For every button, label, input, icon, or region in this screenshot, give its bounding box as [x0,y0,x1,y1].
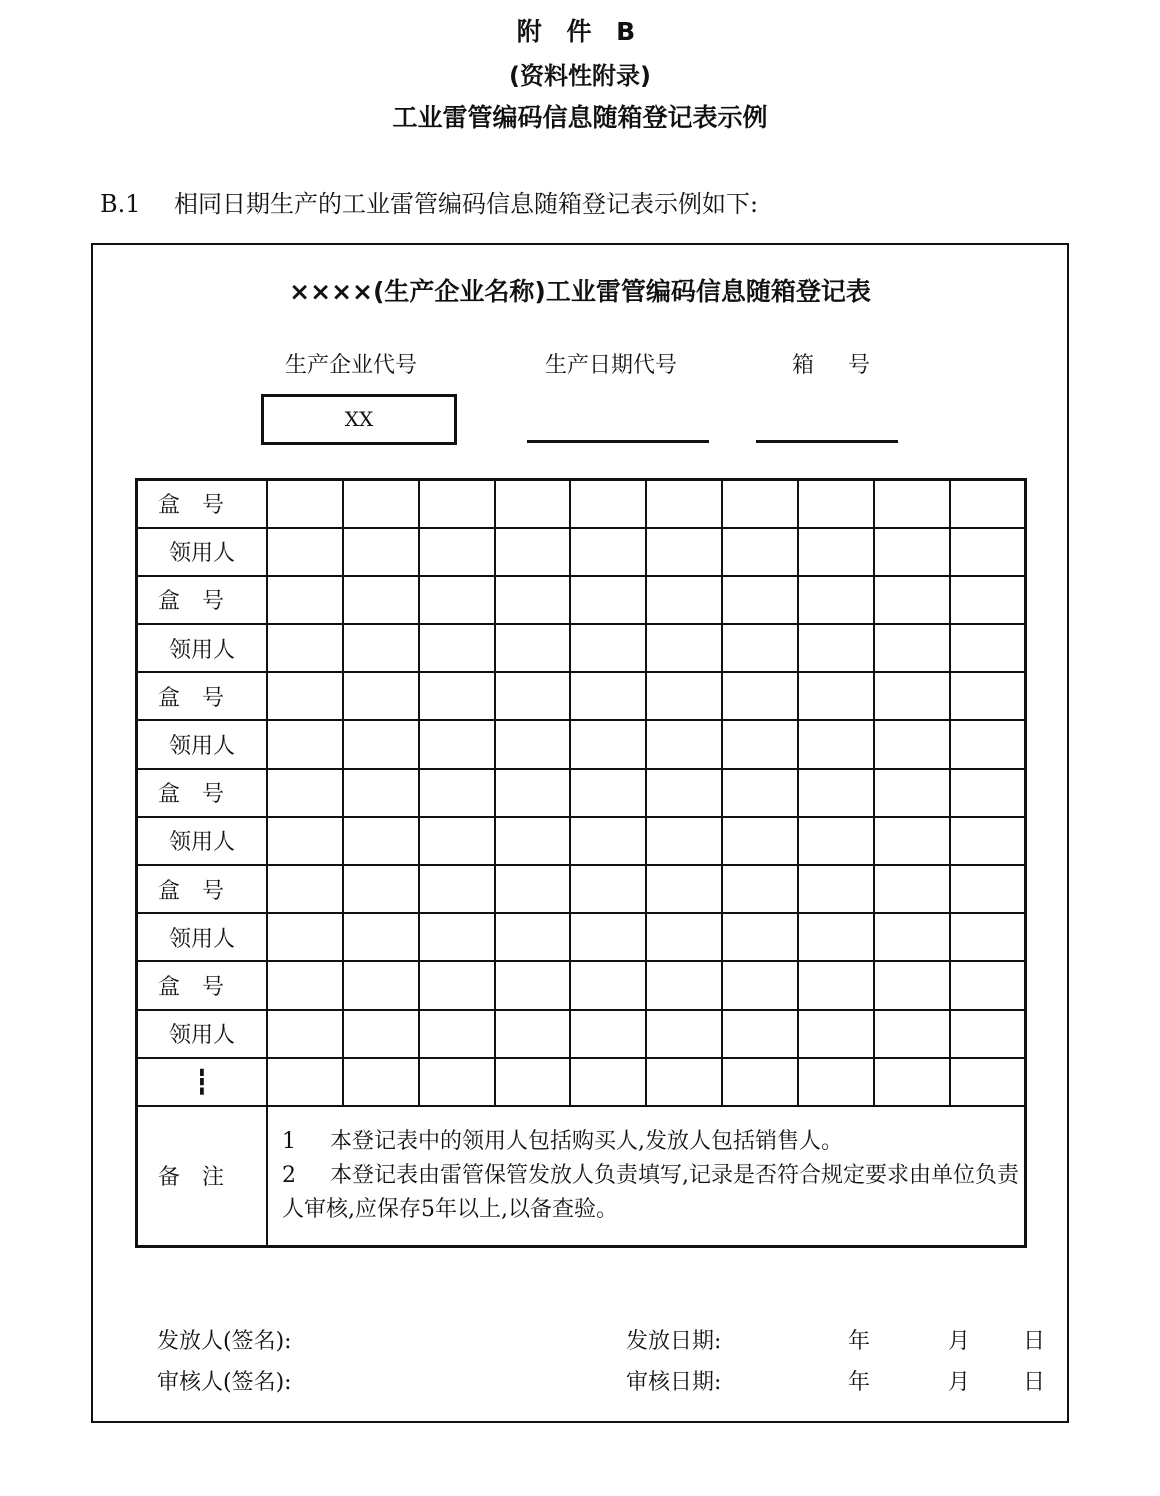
grid-row [137,961,1026,1009]
grid-cell[interactable] [495,624,571,672]
row-label: 盒号 [137,576,268,624]
grid-cell[interactable] [950,624,1026,672]
grid-cell[interactable] [950,480,1026,528]
grid-cell[interactable] [419,576,495,624]
grid-cell[interactable] [495,817,571,865]
grid-cell[interactable] [495,672,571,720]
grid-cell[interactable] [798,913,874,961]
grid-cell[interactable] [798,769,874,817]
grid-cell[interactable] [722,528,798,576]
grid-cell[interactable] [267,576,343,624]
grid-cell[interactable] [874,1058,950,1106]
grid-cell[interactable] [722,672,798,720]
grid-cell[interactable] [419,528,495,576]
grid-row [137,865,1026,913]
grid-cell[interactable] [570,1058,646,1106]
grid-cell[interactable] [495,769,571,817]
grid-cell[interactable] [267,913,343,961]
grid-cell[interactable] [495,1058,571,1106]
enterprise-code-label: 生产企业代号 [285,353,418,378]
enterprise-code-box[interactable]: XX [261,394,457,445]
grid-cell[interactable] [570,624,646,672]
grid-row [137,720,1026,768]
grid-cell[interactable] [267,720,343,768]
registration-grid [135,478,1027,1248]
box-number-label: 箱号 [792,353,905,378]
grid-row [137,1010,1026,1058]
grid-cell[interactable] [722,1010,798,1058]
grid-cell[interactable] [874,1010,950,1058]
grid-cell[interactable] [722,769,798,817]
grid-cell[interactable] [495,913,571,961]
grid-cell[interactable] [874,480,950,528]
grid-row [137,528,1026,576]
grid-cell[interactable] [798,624,874,672]
row-label: 盒号 [137,672,268,720]
grid-cell[interactable] [798,528,874,576]
clause-number: B.1 [100,190,141,218]
grid-cell[interactable] [950,769,1026,817]
grid-cell[interactable] [874,865,950,913]
review-year-label: 年 [848,1370,871,1395]
grid-cell[interactable] [343,480,419,528]
grid-cell[interactable] [950,1010,1026,1058]
grid-cell[interactable] [570,769,646,817]
remark-text: 本登记表中的领用人包括购买人,发放人包括销售人。 [330,1128,843,1154]
grid-cell[interactable] [570,480,646,528]
grid-cell[interactable] [267,865,343,913]
row-label: 领用人 [137,817,268,865]
grid-cell[interactable] [950,720,1026,768]
grid-cell[interactable] [419,624,495,672]
grid-row [137,624,1026,672]
grid-cell[interactable] [495,865,571,913]
grid-cell[interactable] [343,576,419,624]
grid-cell[interactable] [267,1058,343,1106]
grid-cell[interactable] [570,817,646,865]
grid-cell[interactable] [570,720,646,768]
grid-cell[interactable] [646,817,722,865]
row-label: 领用人 [137,624,268,672]
grid-cell[interactable] [419,672,495,720]
grid-cell[interactable] [874,672,950,720]
grid-cell[interactable] [798,480,874,528]
grid-cell[interactable] [267,961,343,1009]
grid-cell[interactable] [495,528,571,576]
grid-cell[interactable] [419,865,495,913]
grid-cell[interactable] [950,576,1026,624]
grid-cell[interactable] [646,720,722,768]
grid-cell[interactable] [419,913,495,961]
grid-cell[interactable] [343,817,419,865]
appendix-title: 附 件 B [516,17,644,46]
remark-item [282,1125,1022,1159]
grid-cell[interactable] [343,624,419,672]
grid-cell[interactable] [646,961,722,1009]
row-label: 盒号 [137,865,268,913]
grid-cell[interactable] [570,576,646,624]
row-label: 领用人 [137,720,268,768]
grid-cell[interactable] [419,817,495,865]
grid-cell[interactable] [722,817,798,865]
grid-cell[interactable] [570,913,646,961]
grid-cell[interactable] [343,720,419,768]
grid-cell[interactable] [495,480,571,528]
grid-cell[interactable] [343,672,419,720]
grid-cell[interactable] [570,672,646,720]
row-label: 盒号 [137,480,268,528]
grid-cell[interactable] [646,769,722,817]
grid-cell[interactable] [267,624,343,672]
grid-cell[interactable] [343,1058,419,1106]
grid-cell[interactable] [570,865,646,913]
grid-cell[interactable] [874,913,950,961]
grid-body [137,480,1026,1247]
appendix-name: 工业雷管编码信息随箱登记表示例 [392,103,768,132]
production-date-field[interactable] [527,440,709,443]
grid-cell[interactable] [570,528,646,576]
grid-cell[interactable] [874,769,950,817]
grid-cell[interactable] [722,913,798,961]
grid-row [137,672,1026,720]
grid-cell[interactable] [874,961,950,1009]
issue-month-label: 月 [948,1329,971,1354]
box-number-field[interactable] [756,440,898,443]
row-label: 领用人 [137,913,268,961]
grid-cell[interactable] [343,961,419,1009]
review-day-label: 日 [1023,1370,1046,1395]
grid-cell[interactable] [950,1058,1026,1106]
grid-cell[interactable] [874,720,950,768]
grid-cell[interactable] [419,480,495,528]
row-label: 领用人 [137,528,268,576]
grid-cell[interactable] [570,961,646,1009]
remarks-label: 备注 [137,1106,268,1247]
grid-cell[interactable] [722,480,798,528]
grid-cell[interactable] [798,672,874,720]
grid-cell[interactable] [646,672,722,720]
grid-cell[interactable] [419,1010,495,1058]
grid-cell[interactable] [419,720,495,768]
row-label: 领用人 [137,1010,268,1058]
grid-cell[interactable] [950,817,1026,865]
grid-cell[interactable] [267,480,343,528]
grid-cell[interactable] [722,1058,798,1106]
issue-date-label: 发放日期: [626,1329,722,1354]
remark-item [282,1159,1022,1227]
grid-cell[interactable] [267,1010,343,1058]
review-date-label: 审核日期: [626,1370,722,1395]
grid-cell[interactable] [798,720,874,768]
grid-cell[interactable] [950,913,1026,961]
grid-cell[interactable] [343,865,419,913]
grid-cell[interactable] [874,576,950,624]
row-label: 盒号 [137,769,268,817]
grid-row [137,769,1026,817]
grid-cell[interactable] [495,961,571,1009]
grid-cell[interactable] [950,672,1026,720]
grid-cell[interactable] [267,528,343,576]
grid-cell[interactable] [267,817,343,865]
grid-cell[interactable] [950,961,1026,1009]
issue-year-label: 年 [848,1329,871,1354]
grid-cell[interactable] [722,961,798,1009]
review-month-label: 月 [948,1370,971,1395]
reviewer-sign-label: 审核人(签名): [157,1370,292,1395]
grid-cell[interactable] [722,576,798,624]
clause-text: 相同日期生产的工业雷管编码信息随箱登记表示例如下: [174,190,759,218]
grid-row [137,1058,1026,1106]
issuer-sign-label: 发放人(签名): [157,1329,292,1354]
form-title: ××××(生产企业名称)工业雷管编码信息随箱登记表 [289,277,871,306]
grid-cell[interactable] [646,528,722,576]
grid-cell[interactable] [646,1010,722,1058]
grid-cell[interactable] [798,817,874,865]
grid-cell[interactable] [419,961,495,1009]
production-date-label: 生产日期代号 [545,353,678,378]
grid-cell[interactable] [798,961,874,1009]
appendix-type: (资料性附录) [509,62,651,90]
grid-row [137,480,1026,528]
grid-cell[interactable] [495,576,571,624]
grid-cell[interactable] [722,865,798,913]
grid-cell[interactable] [950,865,1026,913]
remark-number: 1 [282,1128,296,1154]
remarks-row [137,1106,1026,1247]
grid-cell[interactable] [722,624,798,672]
issue-day-label: 日 [1023,1329,1046,1354]
grid-cell[interactable] [419,769,495,817]
grid-row [137,817,1026,865]
grid-cell[interactable] [343,528,419,576]
grid-cell[interactable] [646,624,722,672]
row-label: 盒号 [137,961,268,1009]
grid-cell[interactable] [874,817,950,865]
grid-cell[interactable] [495,1010,571,1058]
grid-row [137,913,1026,961]
grid-cell[interactable] [343,1010,419,1058]
remark-text: 本登记表由雷管保管发放人负责填写,记录是否符合规定要求由单位负责人审核,应保存5年以上,以备查验。 [282,1162,1019,1222]
grid-cell[interactable] [950,528,1026,576]
grid-row [137,576,1026,624]
grid-cell[interactable] [267,672,343,720]
grid-cell[interactable] [646,865,722,913]
grid-cell[interactable] [798,865,874,913]
grid-cell[interactable] [798,576,874,624]
grid-cell[interactable] [874,624,950,672]
grid-cell[interactable] [343,769,419,817]
remark-number: 2 [282,1162,296,1188]
grid-cell[interactable] [343,913,419,961]
clause-paragraph [100,184,758,219]
grid-cell[interactable] [646,480,722,528]
grid-cell[interactable] [419,1058,495,1106]
grid-cell[interactable] [798,1010,874,1058]
grid-cell[interactable] [646,913,722,961]
remarks-content [267,1106,1026,1247]
continuation-mark: ┇ [137,1058,268,1106]
grid-cell[interactable] [798,1058,874,1106]
grid-cell[interactable] [495,720,571,768]
grid-cell[interactable] [570,1010,646,1058]
grid-cell[interactable] [874,528,950,576]
grid-cell[interactable] [267,769,343,817]
grid-cell[interactable] [722,720,798,768]
grid-cell[interactable] [646,576,722,624]
grid-cell[interactable] [646,1058,722,1106]
